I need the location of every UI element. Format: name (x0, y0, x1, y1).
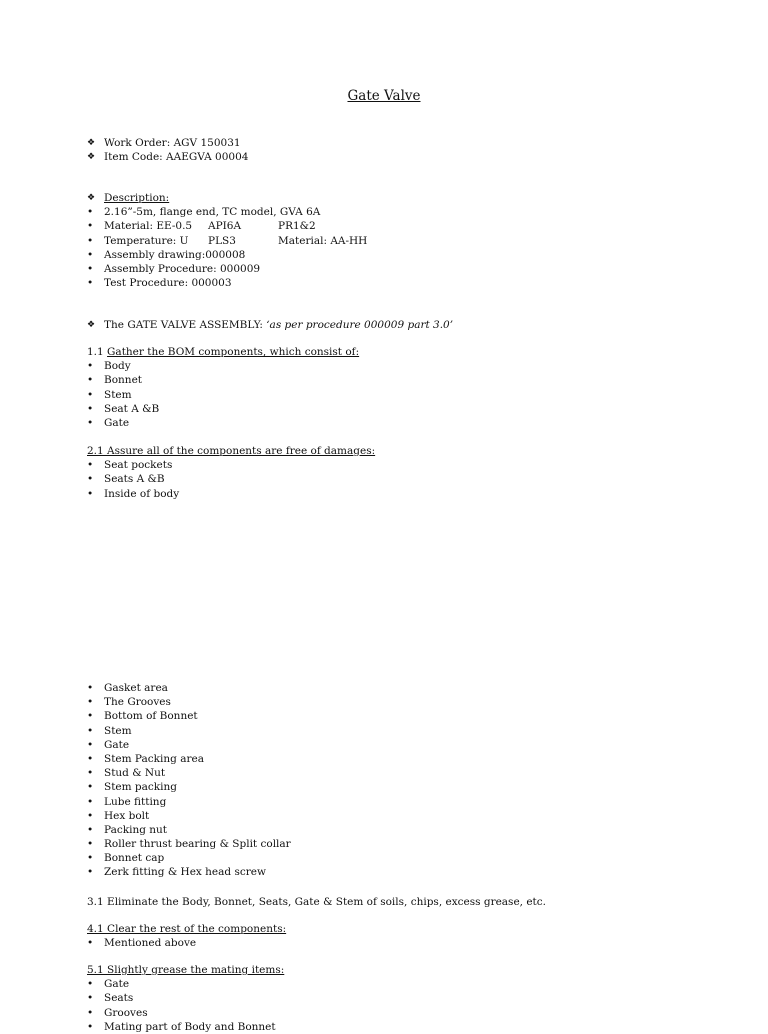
material-value: Material: EE-0.5 (104, 220, 193, 233)
bullet-icon: • (87, 809, 94, 822)
document-title: Gate Valve (347, 88, 421, 104)
bullet-icon: • (87, 866, 94, 879)
assembly-procedure: Assembly Procedure: 000009 (104, 262, 261, 275)
bullet-icon: • (87, 374, 94, 387)
list-item (87, 1006, 707, 1020)
list-item-label: Stem packing (104, 781, 177, 794)
bullet-icon: • (87, 852, 94, 865)
list-item-label: Gasket area (104, 682, 168, 694)
bullet-icon: • (87, 696, 94, 709)
list-item (87, 487, 707, 501)
description-heading: Description: (104, 192, 170, 204)
header-list (87, 136, 707, 164)
temperature-pls: PLS3 (208, 234, 236, 247)
bullet-icon: • (87, 388, 94, 401)
material-pr: PR1&2 (278, 220, 316, 233)
list-item (87, 837, 707, 851)
list-item (87, 472, 707, 486)
bullet-icon: • (87, 1006, 94, 1019)
item-code: Item Code: AAEGVA 00004 (104, 151, 249, 164)
bullet-icon: • (87, 781, 94, 794)
list-item-label: Seats (104, 992, 134, 1005)
list-item (87, 823, 707, 837)
list-item (87, 150, 707, 164)
list-item (87, 809, 707, 823)
list-item (87, 865, 707, 879)
bullet-icon: • (87, 937, 94, 950)
section-2-1 (87, 444, 707, 501)
bullet-icon: • (87, 838, 94, 851)
description-heading-row (87, 191, 707, 205)
bullet-icon: • (87, 248, 94, 261)
bullet-icon: • (87, 277, 94, 290)
list-item-label: Stud & Nut (104, 767, 166, 780)
assembly-section (87, 318, 707, 332)
list-item-label: The Grooves (104, 696, 171, 709)
list-item (87, 416, 707, 430)
description-section (87, 191, 707, 290)
list-item (87, 752, 707, 766)
work-order: Work Order: AGV 150031 (104, 137, 241, 149)
diamond-bullet-icon: ❖ (87, 193, 96, 203)
bullet-icon: • (87, 487, 94, 500)
list-item-label: Stem Packing area (104, 752, 204, 765)
list-item-label: Packing nut (104, 823, 168, 836)
list-item (87, 234, 707, 248)
bullet-icon: • (87, 416, 94, 429)
list-item-label: Seats A &B (104, 473, 165, 486)
list-item (87, 991, 707, 1005)
bullet-icon: • (87, 738, 94, 751)
bullet-icon: • (87, 1020, 94, 1033)
section-1-1 (87, 345, 707, 430)
assembly-label: The GATE VALVE ASSEMBLY: (104, 319, 267, 331)
section-2-1-continued (87, 681, 707, 880)
section-heading: 5.1 Slightly grease the mating items: (87, 964, 285, 976)
list-item-label: Roller thrust bearing & Split collar (104, 838, 291, 851)
list-item (87, 219, 707, 233)
list-item (87, 458, 707, 472)
diamond-bullet-icon: ❖ (87, 138, 96, 148)
list-item (87, 402, 707, 416)
list-item (87, 681, 707, 695)
list-item-label: Bonnet (104, 374, 142, 387)
list-item-label: Seat pockets (104, 459, 173, 472)
list-item (87, 936, 707, 950)
section-5-1 (87, 963, 707, 1034)
bullet-icon: • (87, 262, 94, 275)
list-item (87, 136, 707, 150)
bullet-icon: • (87, 752, 94, 765)
bullet-icon: • (87, 402, 94, 415)
diamond-bullet-icon: ❖ (87, 152, 96, 163)
list-item (87, 248, 707, 262)
temperature-material: Material: AA-HH (278, 234, 368, 247)
bullet-icon: • (87, 473, 94, 486)
list-item (87, 709, 707, 723)
temperature-value: Temperature: U (104, 234, 189, 247)
list-item-label: Body (104, 360, 131, 373)
bullet-icon: • (87, 682, 94, 694)
section-4-1 (87, 922, 707, 950)
bullet-icon: • (87, 724, 94, 737)
list-item (87, 724, 707, 738)
list-item-label: Zerk fitting & Hex head screw (104, 866, 266, 879)
section-text: 3.1 Eliminate the Body, Bonnet, Seats, Gate & Stem of soils, chips, excess grease, etc. (87, 896, 546, 908)
assembly-reference: ‘as per procedure 000009 part 3.0’ (266, 319, 454, 331)
list-item (87, 766, 707, 780)
list-item-label: Seat A &B (104, 402, 160, 415)
bullet-icon: • (87, 360, 94, 373)
section-3-1 (87, 895, 707, 909)
bullet-icon: • (87, 459, 94, 472)
bullet-icon: • (87, 767, 94, 780)
list-item-label: Stem (104, 724, 132, 737)
list-item-label: Gate (104, 416, 130, 429)
section-heading-text: Gather the BOM components, which consist of: (107, 346, 360, 358)
list-item-label: Mentioned above (104, 937, 197, 950)
test-procedure: Test Procedure: 000003 (104, 277, 232, 290)
section-number: 1.1 (87, 346, 108, 358)
bullet-icon: • (87, 710, 94, 723)
list-item-label: Stem (104, 388, 132, 401)
bullet-icon: • (87, 992, 94, 1005)
bullet-icon: • (87, 978, 94, 991)
list-item-label: Grooves (104, 1006, 148, 1019)
list-item (87, 276, 707, 290)
list-item (87, 780, 707, 794)
assembly-drawing: Assembly drawing:000008 (104, 248, 246, 261)
list-item-label: Gate (104, 978, 130, 991)
list-item (87, 205, 707, 219)
section-heading (87, 345, 707, 359)
list-item (87, 738, 707, 752)
bullet-icon: • (87, 220, 94, 233)
list-item-label: Inside of body (104, 487, 180, 500)
bullet-icon: • (87, 823, 94, 836)
list-item-label: Lube fitting (104, 795, 167, 808)
list-item-label: Bonnet cap (104, 852, 165, 865)
assembly-row (87, 318, 707, 332)
list-item (87, 977, 707, 991)
bullet-icon: • (87, 795, 94, 808)
description-line: 2.16”-5m, flange end, TC model, GVA 6A (104, 206, 321, 219)
list-item (87, 695, 707, 709)
list-item-label: Bottom of Bonnet (104, 710, 198, 723)
list-item-label: Mating part of Body and Bonnet (104, 1020, 276, 1033)
list-item (87, 388, 707, 402)
material-standard: API6A (208, 220, 242, 233)
list-item-label: Gate (104, 738, 130, 751)
section-heading: 4.1 Clear the rest of the components: (87, 923, 287, 935)
list-item (87, 373, 707, 387)
bullet-icon: • (87, 206, 94, 219)
bullet-icon: • (87, 234, 94, 247)
list-item (87, 1020, 707, 1034)
diamond-bullet-icon: ❖ (87, 320, 96, 330)
section-heading: 2.1 Assure all of the components are free of damages: (87, 445, 376, 457)
list-item-label: Hex bolt (104, 809, 150, 822)
list-item (87, 795, 707, 809)
list-item (87, 851, 707, 865)
list-item (87, 359, 707, 373)
list-item (87, 262, 707, 276)
